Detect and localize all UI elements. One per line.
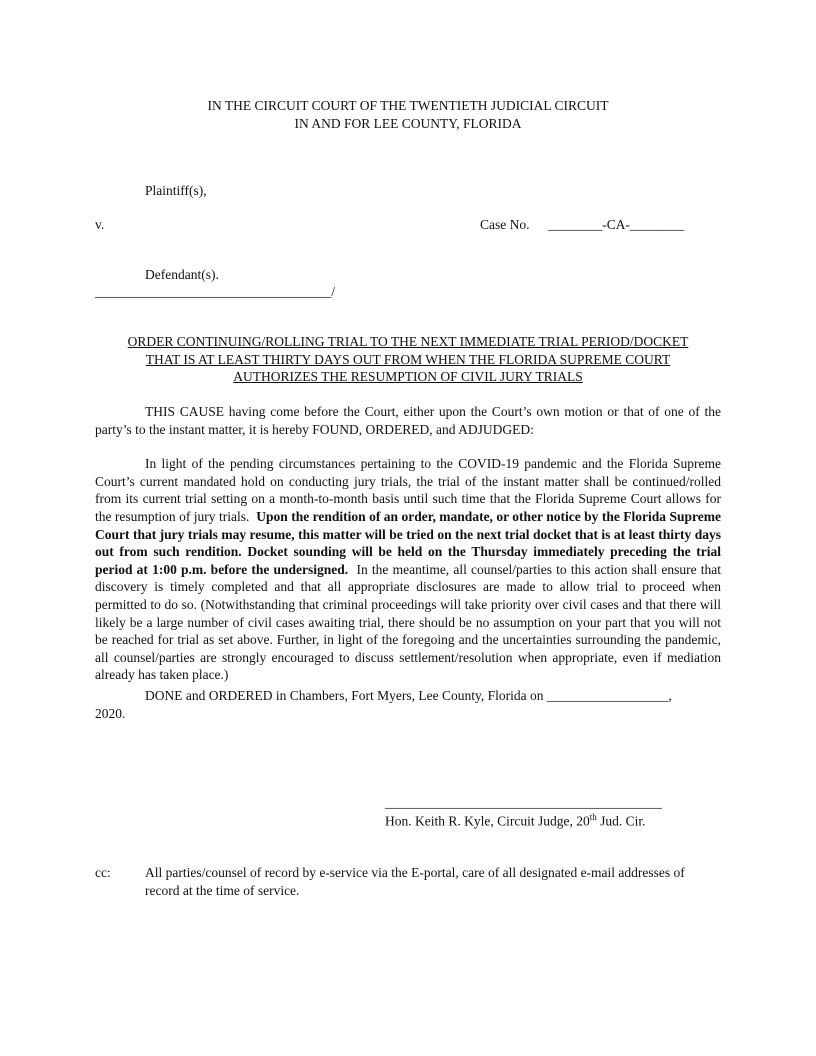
cc-label: cc:	[95, 865, 111, 880]
signature-line: _________________________________________	[385, 795, 662, 810]
order-title	[0, 333, 816, 386]
defendant-label: Defendant(s).	[145, 267, 219, 282]
order-title-line-1: ORDER CONTINUING/ROLLING TRIAL TO THE NEXT IMMEDIATE TRIAL PERIOD/DOCKET	[127, 334, 689, 349]
case-number-value: ________-CA-________	[548, 217, 684, 232]
order-title-line-2: THAT IS AT LEAST THIRTY DAYS OUT FROM WHEN THE FLORIDA SUPREME COURT	[145, 351, 671, 367]
case-number	[480, 217, 684, 233]
paragraph-covid-continuance	[95, 455, 721, 684]
cc-text: All parties/counsel of record by e-service via the E-portal, care of all designated e-mail addresses of record at the time of service.	[145, 865, 685, 898]
paragraph-done-ordered: DONE and ORDERED in Chambers, Fort Myers, Lee County, Florida on __________________,	[145, 687, 672, 703]
court-heading-line-1: IN THE CIRCUIT COURT OF THE TWENTIETH JUDICIAL CIRCUIT	[207, 98, 609, 113]
court-heading-line-2: IN AND FOR LEE COUNTY, FLORIDA	[294, 115, 522, 131]
judge-signature-block	[385, 812, 646, 830]
paragraph-this-cause: THIS CAUSE having come before the Court, either upon the Court’s own motion or that of one of the party’s to the instant matter, it is hereby FOUND, ORDERED, and ADJUDGED:	[95, 404, 721, 437]
paragraph-covid-bold: Upon the rendition of an order, mandate, or other notice by the Florida Supreme Court that jury trials may resume, this matter will be tried on the next trial docket that is at least thirty days out from such rendition. Docket sounding will be held on the Thursday immediately preceding the trial period at 1:00 p.m. before the undersigned.	[95, 508, 721, 577]
order-title-line-3: AUTHORIZES THE RESUMPTION OF CIVIL JURY TRIALS	[233, 369, 583, 385]
case-number-label: Case No.	[480, 217, 530, 232]
caption-rule-line: ___________________________________/	[95, 284, 336, 299]
versus-label: v.	[95, 217, 105, 232]
paragraph-covid-end: In the meantime, all counsel/parties to this action shall ensure that discovery is timely completed and that all appropriate disclosures are made to allow trial to proceed when permitted to do so. (Notwithstanding that criminal proceedings will take priority over civil cases and that there will likely be a large number of civil cases awaiting trial, there should be no assumption on your part that you will not be reached for trial as set above. Further, in light of the foregoing and the uncertainties surrounding the pandemic, all counsel/parties are strongly encouraged to discuss settlement/resolution when appropriate, even if mediation already has taken place.)	[95, 561, 721, 683]
judge-circuit-superscript: th	[589, 812, 597, 822]
paragraph-covid-start: In light of the pending circumstances pertaining to the COVID-19 pandemic and the Florida Supreme Court’s current mandated hold on conducting jury trials, the trial of the instant matter shall be continued/rolled from its current trial setting on a month-to-month basis until such time that the Florida Supreme Court allows for the resumption of jury trials.	[95, 456, 721, 524]
plaintiff-label: Plaintiff(s),	[145, 183, 207, 198]
order-body	[95, 403, 721, 722]
judge-name: Hon. Keith R. Kyle, Circuit Judge, 20	[385, 813, 590, 829]
judge-circuit-suffix: Jud. Cir.	[596, 813, 646, 829]
order-year: 2020.	[95, 705, 126, 721]
court-heading	[0, 97, 816, 132]
